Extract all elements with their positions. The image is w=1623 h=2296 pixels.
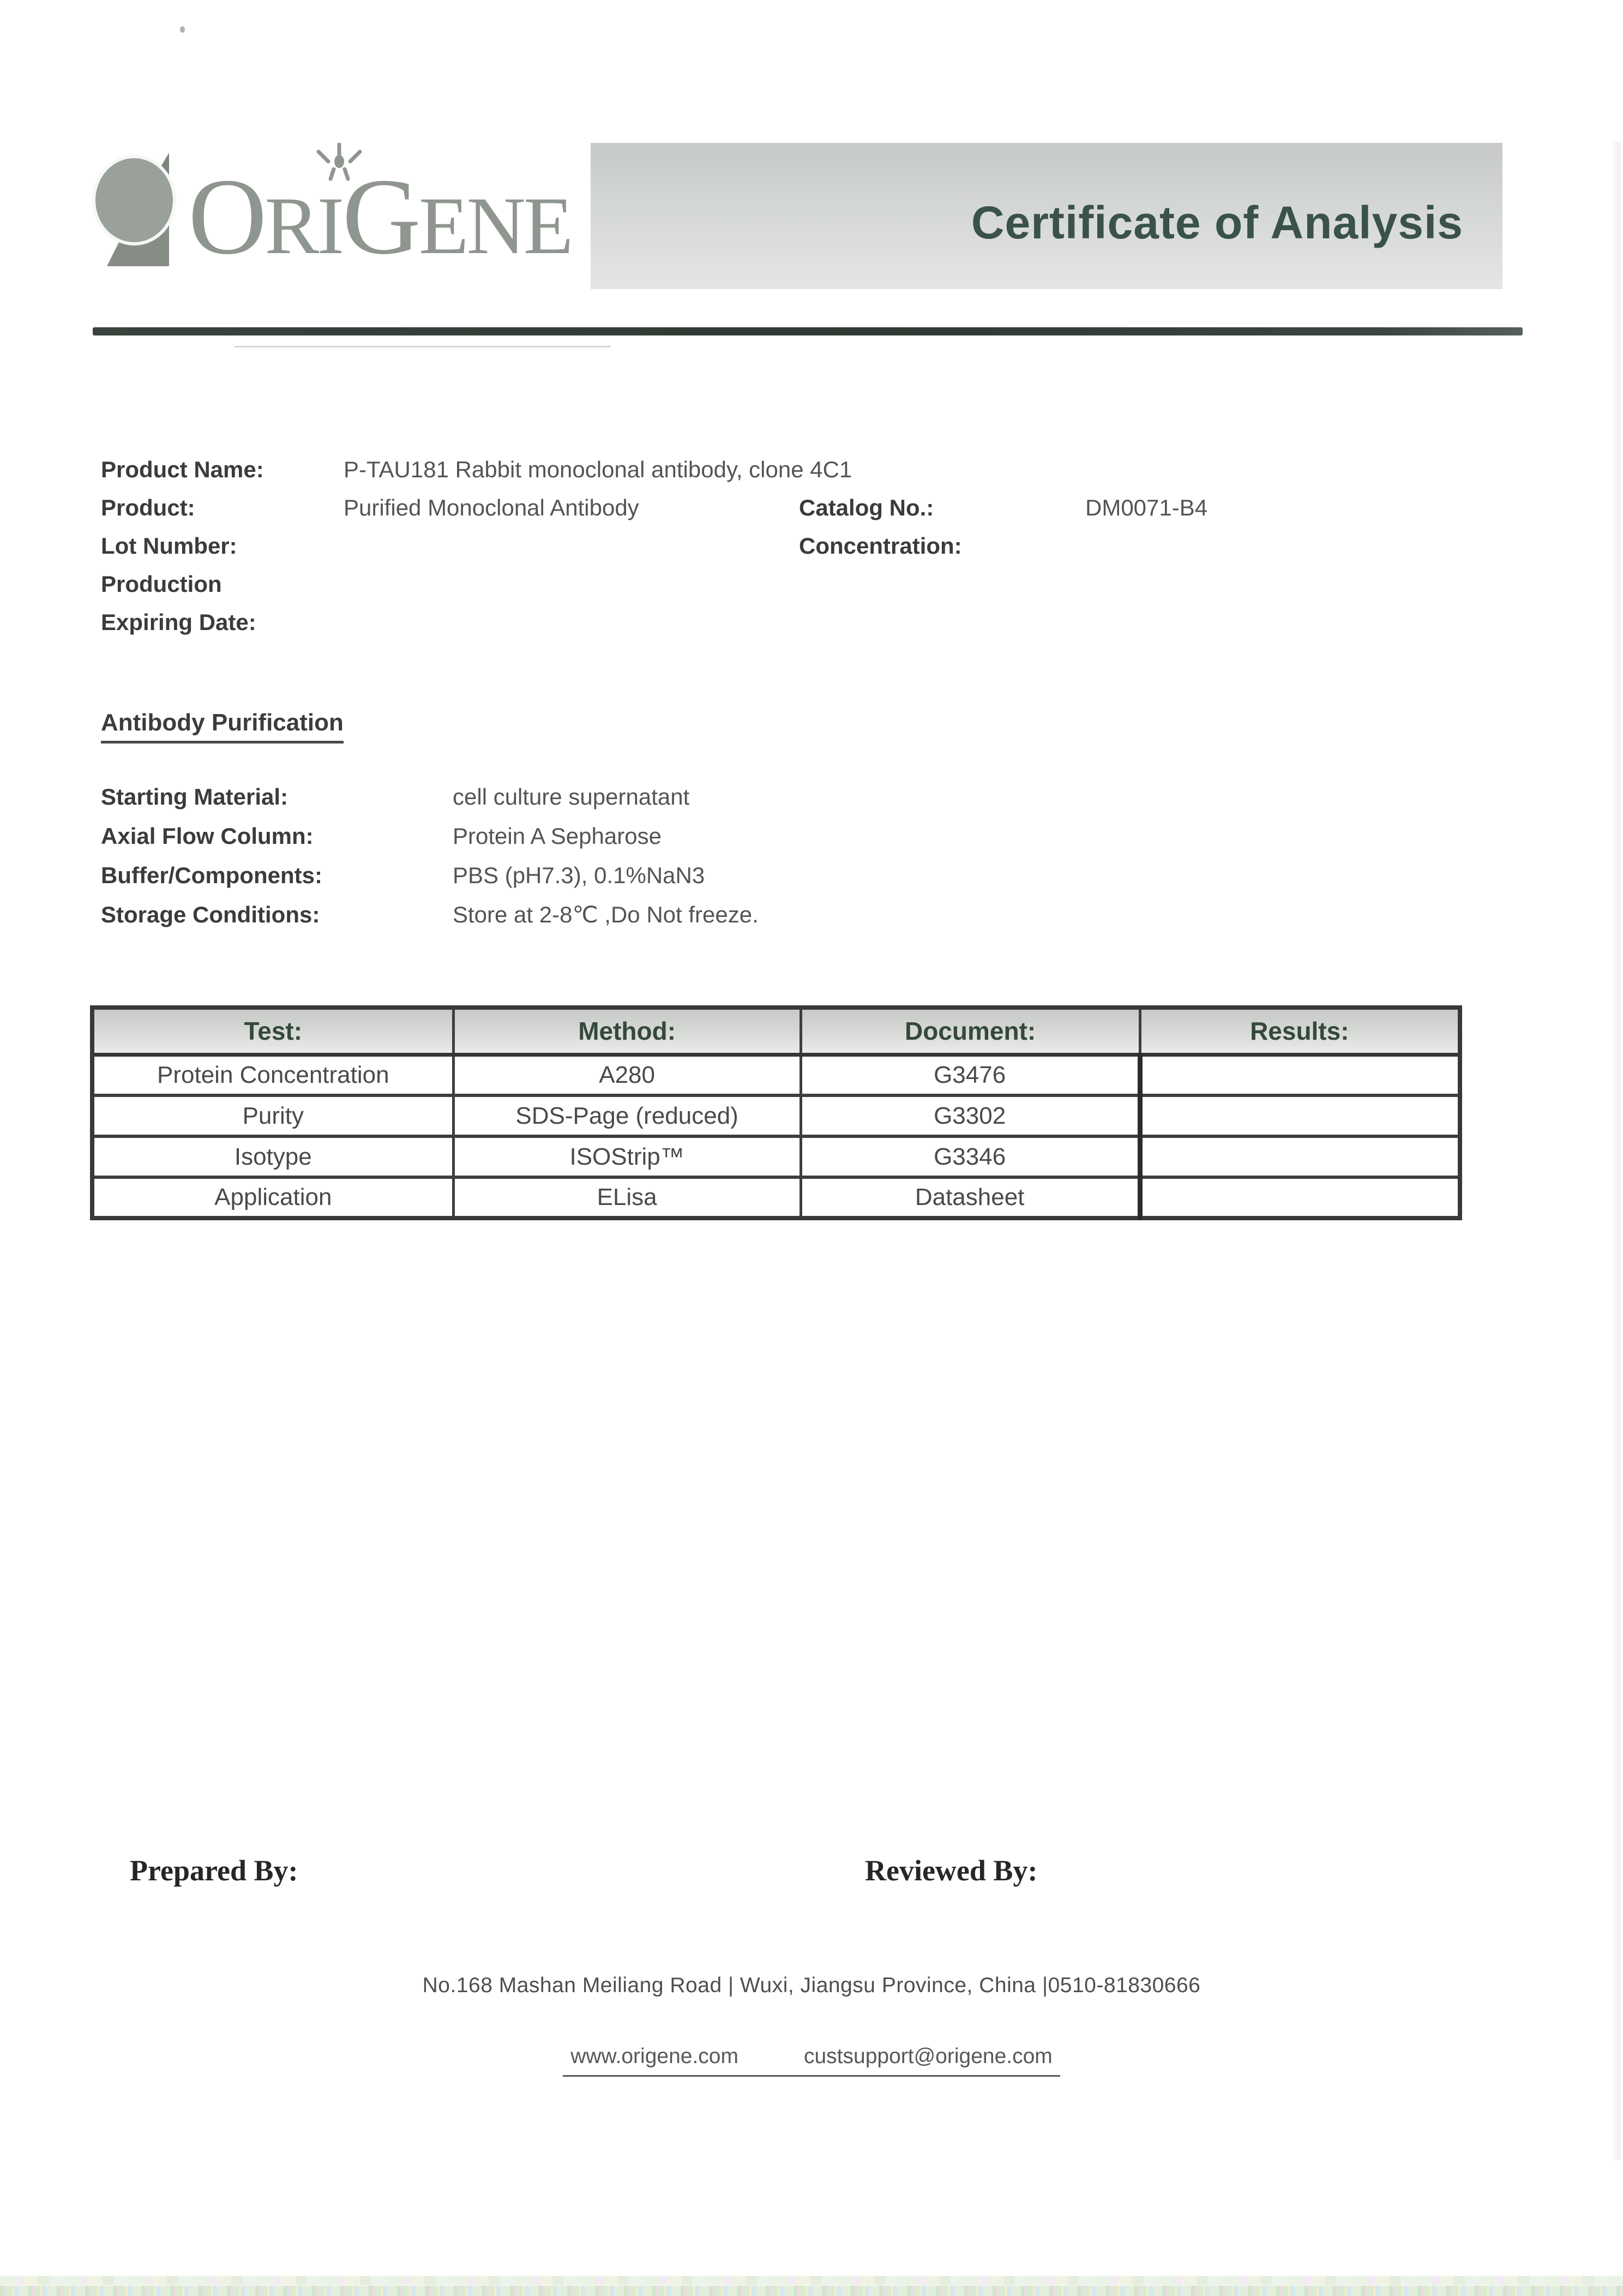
method-cell: ELisa — [453, 1177, 801, 1218]
right-edge-scan-artifact — [1611, 142, 1621, 2160]
document-cell: Datasheet — [801, 1177, 1140, 1218]
test-cell: Application — [92, 1177, 453, 1218]
footer-address: No.168 Mashan Meiliang Road | Wuxi, Jiangsu Province, China |0510-81830666 — [422, 1974, 1201, 1997]
document-cell: G3302 — [801, 1095, 1140, 1136]
product-label: Product: — [101, 495, 195, 520]
buffer-components-label: Buffer/Components: — [101, 862, 322, 888]
storage-conditions-value: Store at 2-8℃ ,Do Not freeze. — [453, 902, 759, 927]
product-value: Purified Monoclonal Antibody — [344, 495, 639, 520]
purification-spec-list — [101, 777, 1410, 934]
origene-logo-icon — [92, 143, 184, 268]
origene-wordmark — [188, 157, 572, 277]
prepared-by-label: Prepared By: — [130, 1854, 298, 1887]
footer-links — [563, 2045, 1060, 2077]
method-cell: A280 — [453, 1054, 801, 1095]
scan-speck — [180, 26, 185, 33]
wordmark-letters-small: RI — [265, 181, 342, 271]
spec-row — [101, 895, 1410, 934]
method-cell: ISOStrip™ — [453, 1136, 801, 1177]
coa-banner — [591, 143, 1502, 289]
results-cell — [1140, 1177, 1460, 1218]
wordmark-letters-small: ENE — [418, 181, 572, 271]
wordmark-letter-large: G — [342, 157, 419, 277]
axial-flow-column-label: Axial Flow Column: — [101, 823, 314, 849]
bottom-scan-artifact-dense — [0, 2286, 1623, 2296]
test-cell: Purity — [92, 1095, 453, 1136]
starting-material-value: cell culture supernatant — [453, 784, 690, 810]
expiring-date-row — [101, 603, 1519, 642]
antibody-purification-heading: Antibody Purification — [101, 709, 344, 744]
product-name-label: Product Name: — [101, 457, 264, 482]
document-cell: G3346 — [801, 1136, 1140, 1177]
spec-row — [101, 777, 1410, 817]
document-cell: G3476 — [801, 1054, 1140, 1095]
expiring-date-label: Expiring Date: — [101, 609, 256, 635]
production-label: Production — [101, 571, 222, 597]
table-header-results: Results: — [1140, 1008, 1460, 1054]
email-link[interactable]: custsupport@origene.com — [803, 2045, 1053, 2068]
storage-conditions-label: Storage Conditions: — [101, 902, 320, 927]
catalog-no-label: Catalog No.: — [799, 495, 934, 520]
website-link[interactable]: www.origene.com — [570, 2045, 738, 2068]
qc-results-table — [90, 1005, 1462, 1220]
concentration-label: Concentration: — [799, 533, 962, 559]
method-cell: SDS-Page (reduced) — [453, 1095, 801, 1136]
starting-material-label: Starting Material: — [101, 784, 288, 810]
test-cell: Isotype — [92, 1136, 453, 1177]
reviewed-by-label: Reviewed By: — [865, 1854, 1038, 1887]
results-cell — [1140, 1095, 1460, 1136]
spec-row — [101, 856, 1410, 895]
table-row — [92, 1136, 1460, 1177]
buffer-components-value: PBS (pH7.3), 0.1%NaN3 — [453, 862, 705, 888]
footer-links-row — [0, 2045, 1623, 2077]
table-header-row — [92, 1008, 1460, 1054]
results-cell — [1140, 1054, 1460, 1095]
lot-number-row — [101, 527, 1519, 565]
product-name-row — [101, 451, 1519, 489]
product-info-section — [101, 451, 1519, 642]
bottom-scan-artifact — [0, 2276, 1623, 2285]
spec-row — [101, 817, 1410, 856]
results-cell — [1140, 1136, 1460, 1177]
wordmark-letter-large: O — [188, 157, 265, 277]
test-cell: Protein Concentration — [92, 1054, 453, 1095]
axial-flow-column-value: Protein A Sepharose — [453, 823, 662, 849]
table-row — [92, 1095, 1460, 1136]
table-row — [92, 1177, 1460, 1218]
header-rule — [93, 327, 1523, 335]
table-header-method: Method: — [453, 1008, 801, 1054]
product-name-value: P-TAU181 Rabbit monoclonal antibody, clone 4C1 — [344, 457, 852, 482]
table-header-test: Test: — [92, 1008, 453, 1054]
production-row — [101, 565, 1519, 603]
header-rule-echo — [235, 346, 611, 347]
table-header-document: Document: — [801, 1008, 1140, 1054]
catalog-no-value: DM0071-B4 — [1085, 495, 1208, 520]
lot-number-label: Lot Number: — [101, 533, 237, 559]
page-title: Certificate of Analysis — [971, 196, 1463, 248]
product-type-row — [101, 489, 1519, 527]
table-row — [92, 1054, 1460, 1095]
